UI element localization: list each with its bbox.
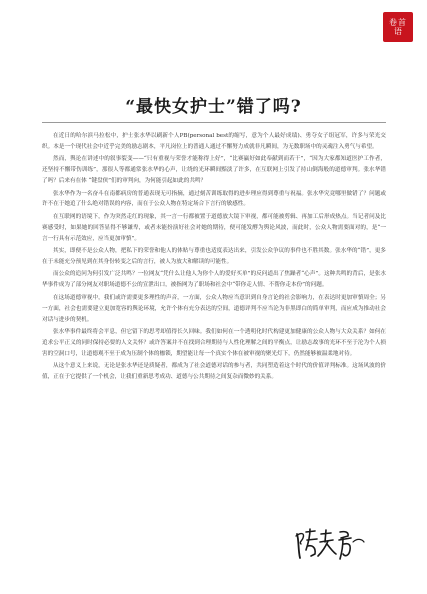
paragraph: 张水华作为一名奋斗在南都病房的普通表现无可指摘，通过刻苦训练取得的进步理应得到尊重与祝福。张水华究竟哪里做错了？问题或许不在于她追了什么绝对错误的内容，而在于公众人物在特定场合下言行的敏感性。 bbox=[42, 190, 386, 208]
paragraph: 在近日的哈尔滨马拉松中，护士张水华以刷新个人PB(personal best的缩写，意为个人最好成绩)、勇夺女子组冠军，许多与荣光交织。本是一个现代社会中近乎完美的励志剧本，平凡岗位上的普通人通过不懈努力成就非凡瞬间，为无数职场中的灵魂注入勇气与希望。 bbox=[42, 133, 386, 150]
title-divider bbox=[42, 122, 386, 123]
paragraph: 然而，舆论在讲述中的叙事裂变——“只有重视与荣誉才能称得上好”，“比赛赢好如此奉献到而若干”，“因为大家都知道医护工作者，还坚持不懈带伤训练”，那很人等都通常张水华的心声，让绕的光环瞬间黯淡了许多，在互联网上引发了持山倒海般的道德审判。张水华错了吗？后来有在体 “键盘侠”们的审判向，为何能引起如此的共鸣？ bbox=[42, 156, 386, 185]
paragraph: 其实，即便不是公众人物，把私下的荣誉和他人的体贴与尊重也适度表达出来，引发公众争议的事件也不胜其数。张水华的“错”，更多在于未能充分预见到在其身份转变之后的言行，被人为放大和解读的可能性。 bbox=[42, 248, 386, 265]
logo-line-1: 卷首 bbox=[389, 18, 407, 27]
magazine-logo bbox=[383, 12, 413, 42]
author-signature bbox=[293, 526, 367, 562]
paragraph: 张水华事件最终将会平息，但它留下的思考却值得长久回味。我们如何在一个透明化时代构建更加健康的公众人物与大众关系？如何在追求公平正义的同时保持必要的人文关怀？或许答案并不在找到合理期待与人性化理解之间的平衡点，让励志故事的光环不至于沦为个人损害的空洞口号，让道德观不至于成为压制个体的枷锁，期望能让每一个真实个体在被审视的聚光灯下，仍然能够被温柔地对待。 bbox=[42, 328, 386, 357]
article-body bbox=[42, 131, 386, 384]
paragraph: 而公众的追问为何引发广泛共鸣？一位网友“凭什么让他人为你个人的爱好买单”的反问道出了焦躁者“心声”。这种共鸣的背后，是张水华事件成为了部分网友对职场道德不公的宣泄出口，被指网为了职场和社会中“带你走人情、不帮你走本份”的问题。 bbox=[42, 271, 386, 289]
article-title: “最快女护士”错了吗? bbox=[125, 97, 302, 117]
paragraph: 在这场道德审视中，我们或许需要更多理性的声音，一方面，公众人物应当意识到自身言论的社会影响力，在表达时更加审慎周全；另一方面，社会也需要建立更加宽容的舆论环境，允许个体有充分表达的空间，道德评判不应当沦为非黑即白的简单审判，而应成为推动社会对话与进步的契机。 bbox=[42, 294, 386, 323]
paragraph: 从这个意义上来说，无论是张水华还是质疑者，都成为了社会道德对话的参与者，共同塑造着这个时代的价值评判标准。这场风波的价值，正在于它提供了一个机会，让我们重新思考成功、道德与公共期待之间复杂而微妙的关系。 bbox=[42, 363, 386, 381]
paragraph: 在互联网的语境下，作为突然走红的现象，其一言一行都被置于道德放大镜下审视，都可能被剪辑、再加工后形成热点。当记者问及比赛感受时，如果她的回答显得不够谦卑，或者未能扮演好社会对她的期待，便可能发酵为舆论风波，而此时，公众人物需要面对的，是“一言一行具有示范效应，应当更加审慎”。 bbox=[42, 213, 386, 242]
logo-line-2: 语 bbox=[394, 27, 402, 36]
